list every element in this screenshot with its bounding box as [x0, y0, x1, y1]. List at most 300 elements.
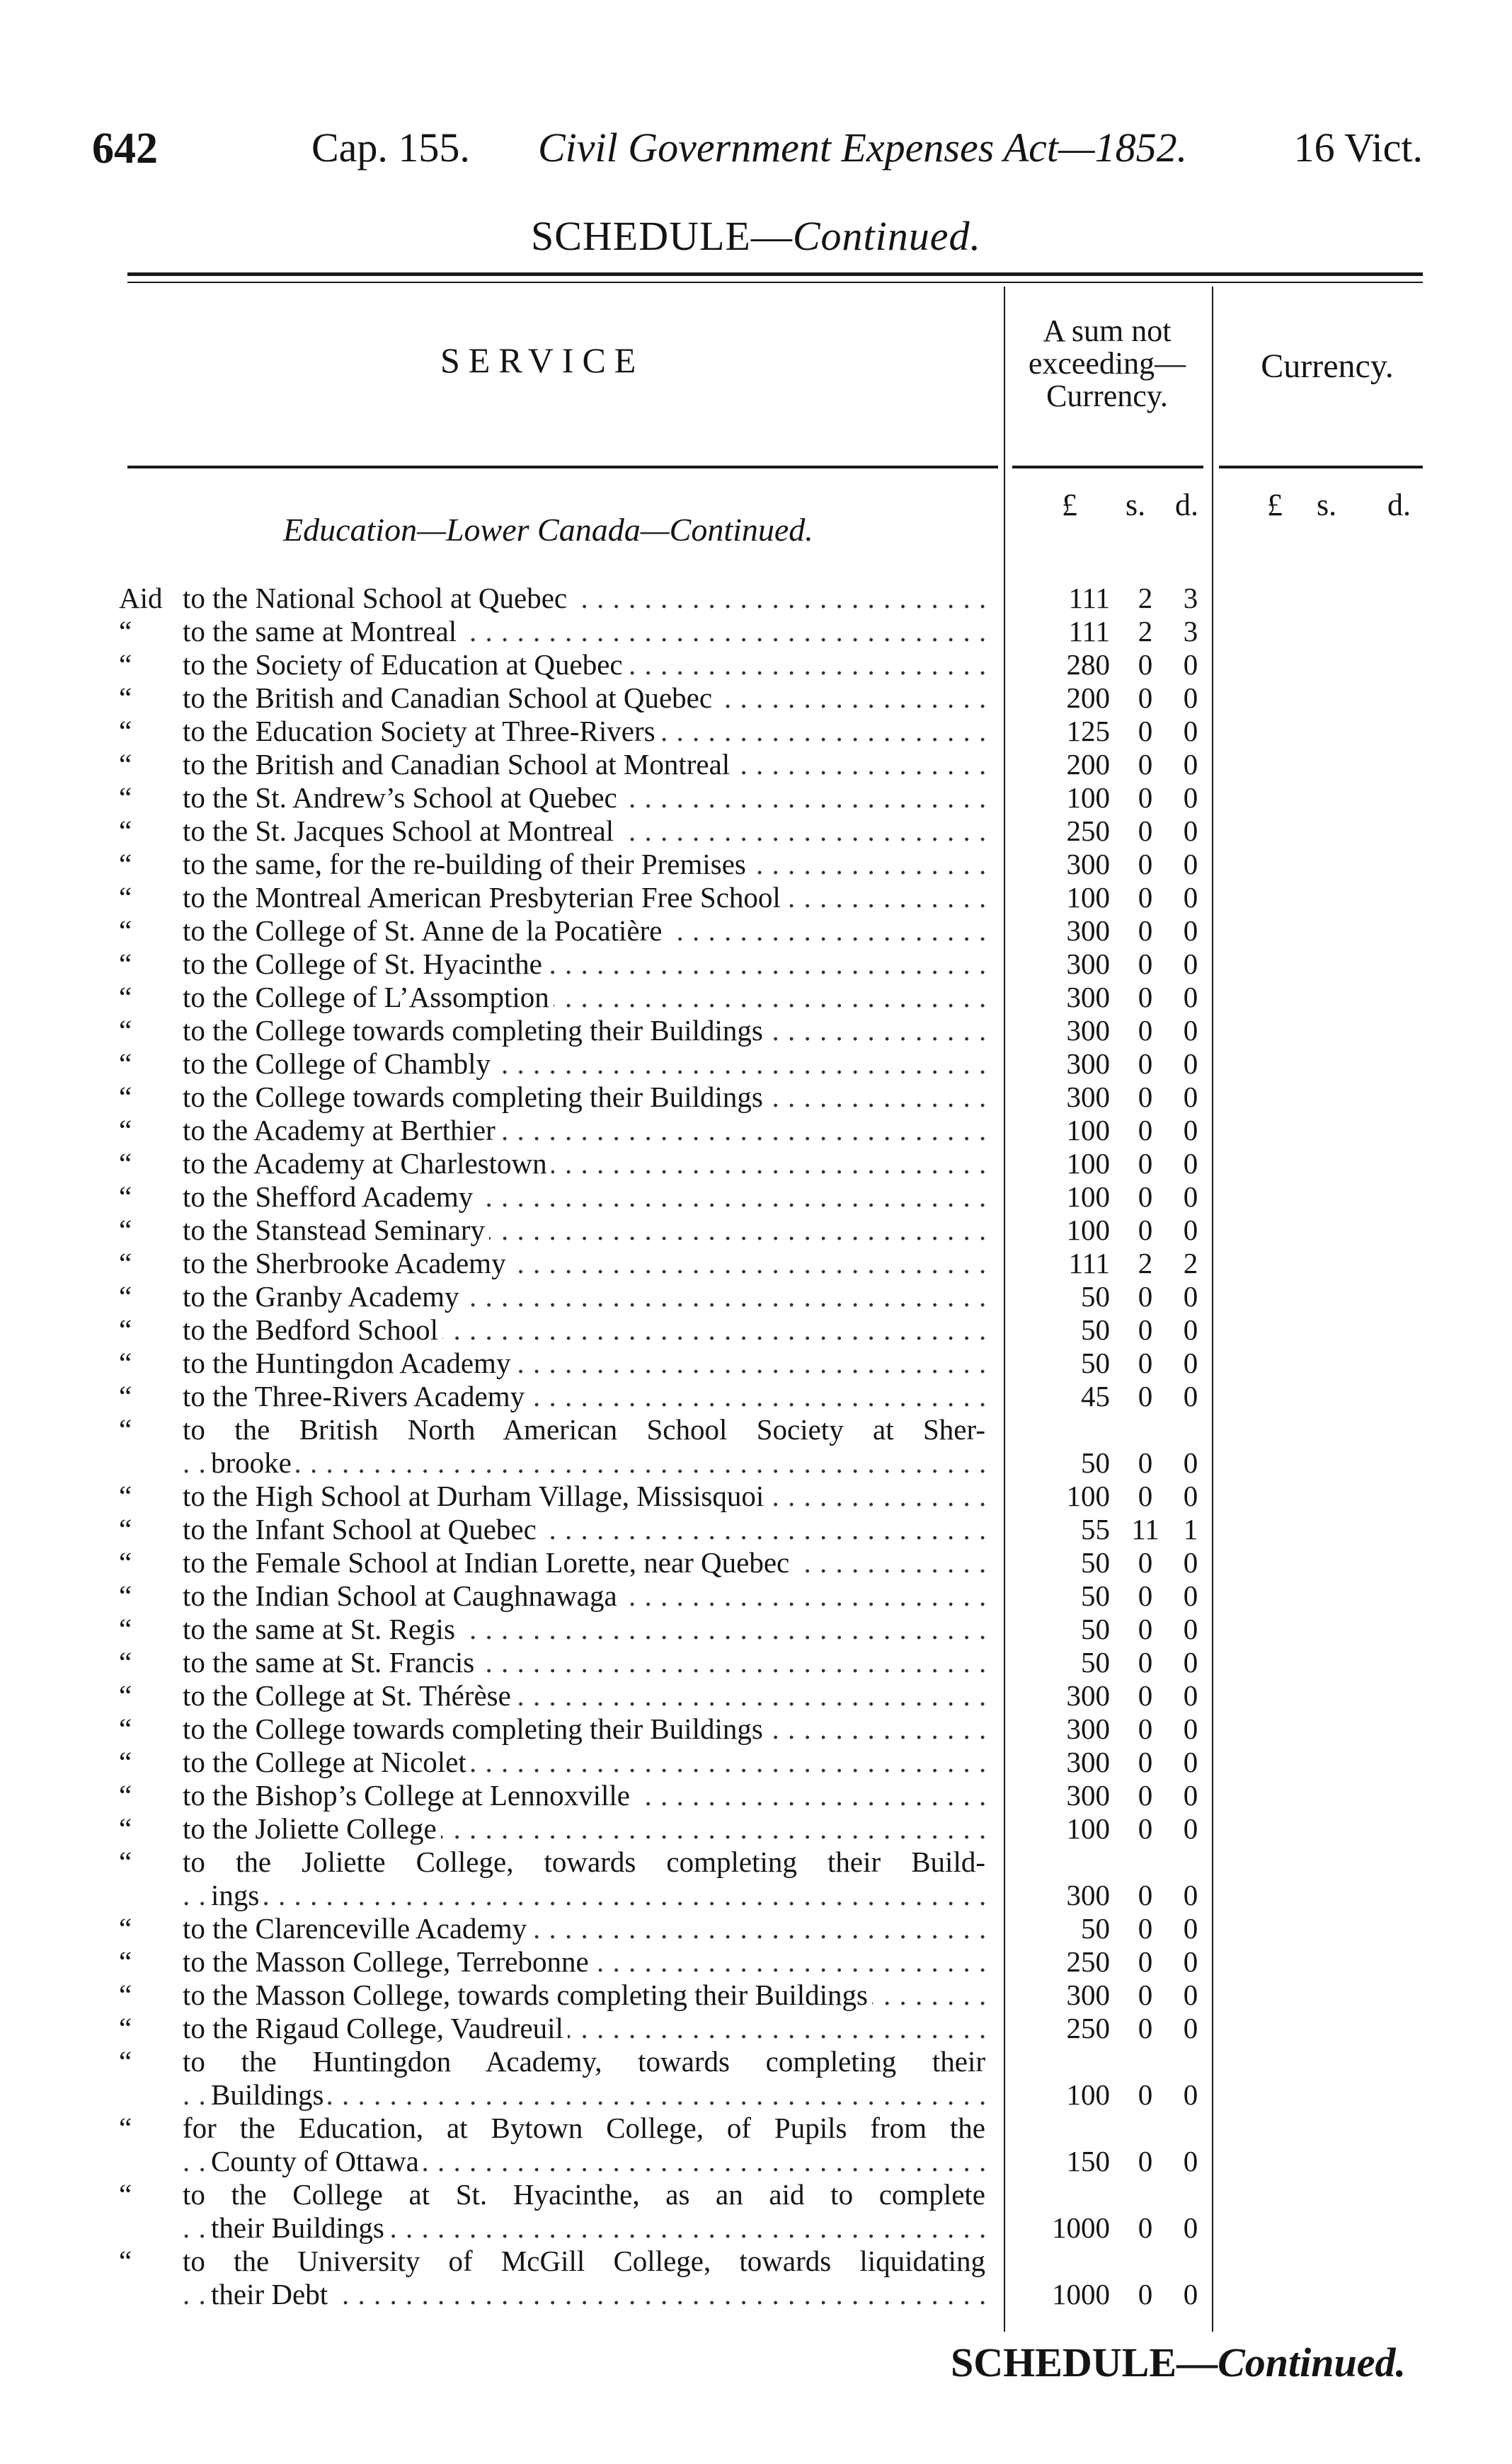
currency-shillings-label: s.	[1317, 488, 1337, 522]
service-line	[183, 1779, 990, 1812]
service-line	[183, 2078, 990, 2112]
running-head	[92, 124, 1423, 180]
amount-shillings: 0	[1138, 1945, 1153, 1978]
amount-pounds: 100	[1066, 1114, 1110, 1146]
row-service	[183, 1912, 990, 1945]
amount-pence: 0	[1183, 1912, 1198, 1945]
row-service	[183, 1679, 990, 1712]
amount-shillings: 2	[1138, 582, 1153, 614]
amount-pence: 0	[1183, 1779, 1198, 1812]
amount-shillings: 0	[1138, 2012, 1153, 2044]
amount-pounds: 200	[1066, 748, 1110, 781]
service-text: ings	[211, 1879, 263, 1911]
row-prefix: “	[119, 1313, 132, 1346]
service-line	[183, 948, 990, 981]
service-line	[183, 1214, 990, 1247]
amount-pence: 0	[1183, 1180, 1198, 1213]
amount-shillings: 0	[1138, 1912, 1153, 1945]
amount-pence: 0	[1183, 814, 1198, 847]
amount-pounds: 100	[1066, 2078, 1110, 2111]
currency-pounds-label: £	[1267, 488, 1283, 522]
amount-shillings: 0	[1138, 1014, 1153, 1047]
amount-shillings: 0	[1138, 1779, 1153, 1812]
amount-pence: 0	[1183, 1047, 1198, 1080]
row-prefix: “	[119, 1712, 132, 1745]
row-service	[183, 715, 990, 748]
service-text: to the College at St. Hyacinthe, as an aid to complete	[183, 2178, 990, 2211]
service-line	[183, 1147, 990, 1180]
amount-pounds: 300	[1066, 948, 1110, 980]
row-prefix: “	[119, 1846, 132, 1878]
row-prefix: “	[119, 2012, 132, 2044]
row-service	[183, 2112, 990, 2178]
service-text: to the College at St. Thérèse	[183, 1679, 515, 1712]
amount-shillings: 2	[1138, 615, 1153, 647]
amount-pounds: 125	[1066, 715, 1110, 747]
service-line	[183, 1945, 990, 1979]
amount-pounds: 200	[1066, 681, 1110, 714]
amount-shillings: 0	[1138, 1047, 1153, 1080]
row-service	[183, 1513, 990, 1546]
amount-pence: 0	[1183, 1347, 1198, 1379]
service-line	[183, 1613, 990, 1646]
header-rule-sum	[1012, 466, 1203, 468]
amount-shillings: 0	[1138, 1480, 1153, 1512]
row-prefix: “	[119, 1546, 132, 1579]
table-row	[0, 1712, 1512, 1746]
service-text: to the Infant School at Quebec	[183, 1513, 541, 1545]
row-service	[183, 1945, 990, 1979]
service-text: to the British North American School Society at Sher-	[183, 1413, 990, 1446]
amount-pounds: 250	[1066, 1945, 1110, 1978]
service-text: to the Academy at Berthier	[183, 1114, 500, 1146]
header-rule-currency	[1219, 466, 1423, 468]
schedule-title	[0, 212, 1512, 260]
amount-shillings: 0	[1138, 981, 1153, 1013]
service-line	[183, 715, 990, 748]
amount-pence: 0	[1183, 948, 1198, 980]
row-prefix: “	[119, 1280, 132, 1313]
service-text: to the National School at Quebec	[183, 582, 571, 614]
amount-shillings: 0	[1138, 1214, 1153, 1246]
row-prefix: “	[119, 781, 132, 814]
service-line	[183, 814, 990, 848]
service-line	[183, 1446, 990, 1480]
service-line	[183, 1480, 990, 1513]
row-prefix: “	[119, 1147, 132, 1180]
service-line	[183, 1513, 990, 1546]
amount-shillings: 0	[1138, 1380, 1153, 1412]
table-row	[0, 1214, 1512, 1247]
amount-pounds: 111	[1068, 615, 1110, 647]
row-service	[183, 1047, 990, 1081]
row-prefix: “	[119, 848, 132, 880]
row-prefix: “	[119, 1746, 132, 1778]
amount-shillings: 0	[1138, 1646, 1153, 1679]
amount-pounds: 300	[1066, 848, 1110, 880]
table-row	[0, 2178, 1512, 2245]
row-service	[183, 1014, 990, 1047]
service-line	[183, 1081, 990, 1114]
service-text: to the High School at Durham Village, Missisquoi	[183, 1480, 768, 1512]
table-row	[0, 681, 1512, 715]
row-prefix: “	[119, 1679, 132, 1712]
amount-shillings: 0	[1138, 1280, 1153, 1313]
table-row	[0, 1280, 1512, 1313]
table-row	[0, 2012, 1512, 2045]
row-prefix: “	[119, 881, 132, 914]
service-line	[183, 1047, 990, 1081]
table-row	[0, 1945, 1512, 1979]
row-service	[183, 1081, 990, 1114]
amount-shillings: 0	[1138, 814, 1153, 847]
service-text: their Debt	[211, 2278, 332, 2310]
row-service	[183, 1546, 990, 1579]
catchword-main: SCHEDULE—	[950, 2339, 1218, 2385]
table-row	[0, 1081, 1512, 1114]
amount-shillings: 0	[1138, 1313, 1153, 1346]
header-rule-service	[127, 466, 998, 468]
service-line	[183, 1646, 990, 1679]
amount-pence: 0	[1183, 1679, 1198, 1712]
service-text: to the Joliette College, towards completing their Build-	[183, 1846, 990, 1878]
service-line	[183, 2012, 990, 2045]
row-service	[183, 748, 990, 781]
amount-shillings: 0	[1138, 2278, 1153, 2310]
service-text: to the St. Jacques School at Montreal	[183, 814, 618, 847]
amount-shillings: 0	[1138, 1081, 1153, 1113]
service-text: to the Society of Education at Quebec	[183, 648, 627, 681]
table-row	[0, 1147, 1512, 1180]
amount-pence: 0	[1183, 1646, 1198, 1679]
amount-pence: 3	[1183, 582, 1198, 614]
table-row	[0, 1912, 1512, 1945]
table-row	[0, 1646, 1512, 1679]
table-row	[0, 2112, 1512, 2178]
header-sum-line1: A sum not	[1043, 313, 1172, 348]
amount-pounds: 50	[1081, 1280, 1110, 1313]
service-line	[183, 1912, 990, 1945]
row-service	[183, 848, 990, 881]
service-text: to the Bishop’s College at Lennoxville	[183, 1779, 634, 1812]
row-service	[183, 981, 990, 1014]
service-line	[183, 1812, 990, 1846]
service-text: to the Granby Academy	[183, 1280, 464, 1313]
amount-pence: 3	[1183, 615, 1198, 647]
service-line	[183, 881, 990, 914]
amount-shillings: 0	[1138, 1746, 1153, 1778]
table-row	[0, 1480, 1512, 1513]
service-text: to the Stanstead Seminary	[183, 1214, 489, 1246]
row-prefix: “	[119, 615, 132, 647]
amount-pounds: 250	[1066, 814, 1110, 847]
row-prefix: “	[119, 1081, 132, 1113]
row-prefix: “	[119, 681, 132, 714]
row-service	[183, 948, 990, 981]
amount-pence: 0	[1183, 748, 1198, 781]
table-row	[0, 1546, 1512, 1579]
amount-shillings: 0	[1138, 1613, 1153, 1645]
row-prefix: “	[119, 981, 132, 1013]
row-prefix: “	[119, 1214, 132, 1246]
top-rule-thick	[127, 272, 1423, 276]
row-service	[183, 1779, 990, 1812]
amount-pounds: 50	[1081, 1613, 1110, 1645]
row-prefix: “	[119, 648, 132, 681]
table-row	[0, 848, 1512, 881]
row-service	[183, 681, 990, 715]
amount-pounds: 300	[1066, 1879, 1110, 1911]
service-text: to the University of McGill College, towards liquidating	[183, 2245, 990, 2277]
table-row	[0, 1180, 1512, 1214]
row-service	[183, 1613, 990, 1646]
amount-pounds: 1000	[1052, 2278, 1110, 2310]
amount-pence: 0	[1183, 1214, 1198, 1246]
service-text: to the Shefford Academy	[183, 1180, 477, 1213]
table-row	[0, 1047, 1512, 1081]
amount-shillings: 0	[1138, 1579, 1153, 1612]
amount-pounds: 111	[1068, 1247, 1110, 1279]
row-service	[183, 2045, 990, 2112]
amount-pounds: 50	[1081, 1446, 1110, 1479]
amount-pounds: 250	[1066, 2012, 1110, 2044]
table-row	[0, 1746, 1512, 1779]
amount-pence: 0	[1183, 1446, 1198, 1479]
amount-pounds: 300	[1066, 1679, 1110, 1712]
service-text: to the Huntingdon Academy	[183, 1347, 515, 1379]
act-title: Civil Government Expenses Act—1852.	[538, 125, 1188, 171]
service-text: to the Joliette College	[183, 1812, 441, 1845]
service-line	[183, 1247, 990, 1280]
row-service	[183, 1979, 990, 2012]
row-prefix: “	[119, 1945, 132, 1978]
service-line	[183, 1347, 990, 1380]
service-text: to the Bedford School	[183, 1313, 442, 1346]
table-row	[0, 1413, 1512, 1480]
service-line	[183, 781, 990, 814]
amount-pounds: 111	[1068, 582, 1110, 614]
table-row	[0, 1114, 1512, 1147]
amount-shillings: 0	[1138, 1546, 1153, 1579]
service-line	[183, 648, 990, 681]
service-text: for the Education, at Bytown College, of Pupils from the	[183, 2112, 990, 2144]
table-row	[0, 781, 1512, 814]
amount-shillings: 0	[1138, 1114, 1153, 1146]
amount-shillings: 2	[1138, 1247, 1153, 1279]
service-line	[183, 2112, 990, 2145]
row-service	[183, 1280, 990, 1313]
table-row	[0, 1846, 1512, 1912]
service-text: to the College towards completing their Buildings	[183, 1712, 767, 1745]
amount-pence: 0	[1183, 1812, 1198, 1845]
service-line	[183, 981, 990, 1014]
amount-shillings: 0	[1138, 2078, 1153, 2111]
currency-pence-label: d.	[1387, 488, 1411, 522]
amount-pounds: 280	[1066, 648, 1110, 681]
service-line	[183, 914, 990, 948]
row-service	[183, 1746, 990, 1779]
amount-pence: 0	[1183, 2278, 1198, 2310]
service-text: County of Ottawa	[211, 2145, 423, 2177]
service-text: their Buildings	[211, 2211, 389, 2244]
row-service	[183, 1247, 990, 1280]
header-service: SERVICE	[440, 340, 645, 380]
table-row	[0, 582, 1512, 615]
service-text: to the Three-Rivers Academy	[183, 1380, 529, 1412]
amount-shillings: 0	[1138, 948, 1153, 980]
schedule-title-continued: Continued.	[792, 213, 982, 259]
amount-pounds: 300	[1066, 1979, 1110, 2011]
amount-shillings: 0	[1138, 848, 1153, 880]
service-text: to the British and Canadian School at Montreal	[183, 748, 734, 781]
amount-pounds: 300	[1066, 1081, 1110, 1113]
service-line	[183, 2178, 990, 2211]
table-row	[0, 1247, 1512, 1280]
row-prefix: “	[119, 1413, 132, 1446]
row-service	[183, 781, 990, 814]
service-text: brooke	[211, 1446, 296, 1479]
amount-pounds: 300	[1066, 1746, 1110, 1778]
service-line	[183, 1180, 990, 1214]
service-line	[183, 1380, 990, 1413]
service-line	[183, 1413, 990, 1446]
table-row	[0, 948, 1512, 981]
amount-shillings: 0	[1138, 914, 1153, 947]
amount-pence: 0	[1183, 1546, 1198, 1579]
service-line	[183, 748, 990, 781]
row-service	[183, 1214, 990, 1247]
row-prefix: “	[119, 1480, 132, 1512]
table-row	[0, 1812, 1512, 1846]
amount-pounds: 50	[1081, 1347, 1110, 1379]
service-text: to the same at Montreal	[183, 615, 461, 647]
amount-pence: 0	[1183, 1579, 1198, 1612]
service-line	[183, 2145, 990, 2178]
amount-pence: 0	[1183, 1979, 1198, 2011]
service-text: to the College of St. Hyacinthe	[183, 948, 546, 980]
table-row	[0, 715, 1512, 748]
table-row	[0, 1579, 1512, 1613]
amount-shillings: 0	[1138, 1879, 1153, 1911]
service-line	[183, 681, 990, 715]
service-text: to the Rigaud College, Vaudreuil	[183, 2012, 568, 2044]
amount-pounds: 100	[1066, 1147, 1110, 1180]
amount-pounds: 300	[1066, 981, 1110, 1013]
service-text: to the Huntingdon Academy, towards completing their	[183, 2045, 990, 2078]
service-text: to the Clarenceville Academy	[183, 1912, 531, 1945]
row-service	[183, 1147, 990, 1180]
amount-shillings: 0	[1138, 681, 1153, 714]
amount-shillings: 0	[1138, 2211, 1153, 2244]
amount-pounds: 300	[1066, 914, 1110, 947]
amount-pence: 0	[1183, 1879, 1198, 1911]
table-row	[0, 1313, 1512, 1347]
header-sum-line2: exceeding—	[1028, 346, 1186, 381]
catchword	[951, 2339, 1406, 2386]
table-row	[0, 648, 1512, 681]
service-line	[183, 1712, 990, 1746]
table-row	[0, 1380, 1512, 1413]
amount-pounds: 300	[1066, 1779, 1110, 1812]
row-service	[183, 1114, 990, 1147]
table-row	[0, 814, 1512, 848]
row-service	[183, 2012, 990, 2045]
amount-pence: 0	[1183, 2078, 1198, 2111]
service-text: to the same at St. Francis	[183, 1646, 479, 1679]
table-row	[0, 748, 1512, 781]
schedule-title-main: SCHEDULE—	[530, 213, 793, 259]
row-prefix: “	[119, 715, 132, 747]
amount-pounds: 50	[1081, 1313, 1110, 1346]
service-text: to the Masson College, Terrebonne	[183, 1945, 593, 1978]
amount-pence: 0	[1183, 848, 1198, 880]
row-prefix: “	[119, 1579, 132, 1612]
page-number: 642	[92, 125, 158, 173]
amount-pounds: 100	[1066, 1180, 1110, 1213]
amount-shillings: 0	[1138, 1679, 1153, 1712]
row-service	[183, 814, 990, 848]
row-prefix: “	[119, 1979, 132, 2011]
amount-pence: 0	[1183, 914, 1198, 947]
amount-pounds: 100	[1066, 1214, 1110, 1246]
amount-pounds: 55	[1081, 1513, 1110, 1545]
row-prefix: Aid	[119, 582, 163, 614]
row-service	[183, 914, 990, 948]
sum-shillings-label: s.	[1126, 488, 1146, 522]
schedule-rows	[0, 582, 1512, 2311]
row-service	[183, 1579, 990, 1613]
service-line	[183, 1879, 990, 1912]
row-prefix: “	[119, 1779, 132, 1812]
amount-shillings: 0	[1138, 1446, 1153, 1479]
amount-shillings: 0	[1138, 781, 1153, 814]
amount-shillings: 0	[1138, 1147, 1153, 1180]
row-prefix: “	[119, 1114, 132, 1146]
service-line	[183, 848, 990, 881]
service-text: Buildings	[211, 2078, 328, 2111]
amount-pence: 1	[1183, 1513, 1198, 1545]
header-sum-not-exceeding	[1008, 315, 1206, 413]
header-currency: Currency.	[1261, 347, 1394, 385]
row-service	[183, 1846, 990, 1912]
amount-pence: 0	[1183, 1114, 1198, 1146]
table-row	[0, 1779, 1512, 1812]
amount-shillings: 11	[1131, 1513, 1159, 1545]
table-row	[0, 914, 1512, 948]
row-prefix: “	[119, 748, 132, 781]
service-text: to the Female School at Indian Lorette, near Quebec	[183, 1546, 794, 1579]
service-text: to the British and Canadian School at Quebec	[183, 681, 716, 714]
row-prefix: “	[119, 814, 132, 847]
sum-pence-label: d.	[1175, 488, 1198, 522]
amount-pounds: 100	[1066, 881, 1110, 914]
table-row	[0, 981, 1512, 1014]
amount-pence: 0	[1183, 1081, 1198, 1113]
service-text: to the St. Andrew’s School at Quebec	[183, 781, 622, 814]
row-service	[183, 1812, 990, 1846]
table-row	[0, 1979, 1512, 2012]
service-text: to the College of St. Anne de la Pocatière	[183, 914, 666, 947]
amount-pounds: 300	[1066, 1047, 1110, 1080]
service-line	[183, 1746, 990, 1779]
row-prefix: “	[119, 1646, 132, 1679]
service-text: to the Masson College, towards completing their Buildings	[183, 1979, 872, 2011]
service-line	[183, 1114, 990, 1147]
row-prefix: “	[119, 948, 132, 980]
amount-pounds: 100	[1066, 781, 1110, 814]
service-text: to the same, for the re-building of their Premises	[183, 848, 750, 880]
amount-shillings: 0	[1138, 881, 1153, 914]
